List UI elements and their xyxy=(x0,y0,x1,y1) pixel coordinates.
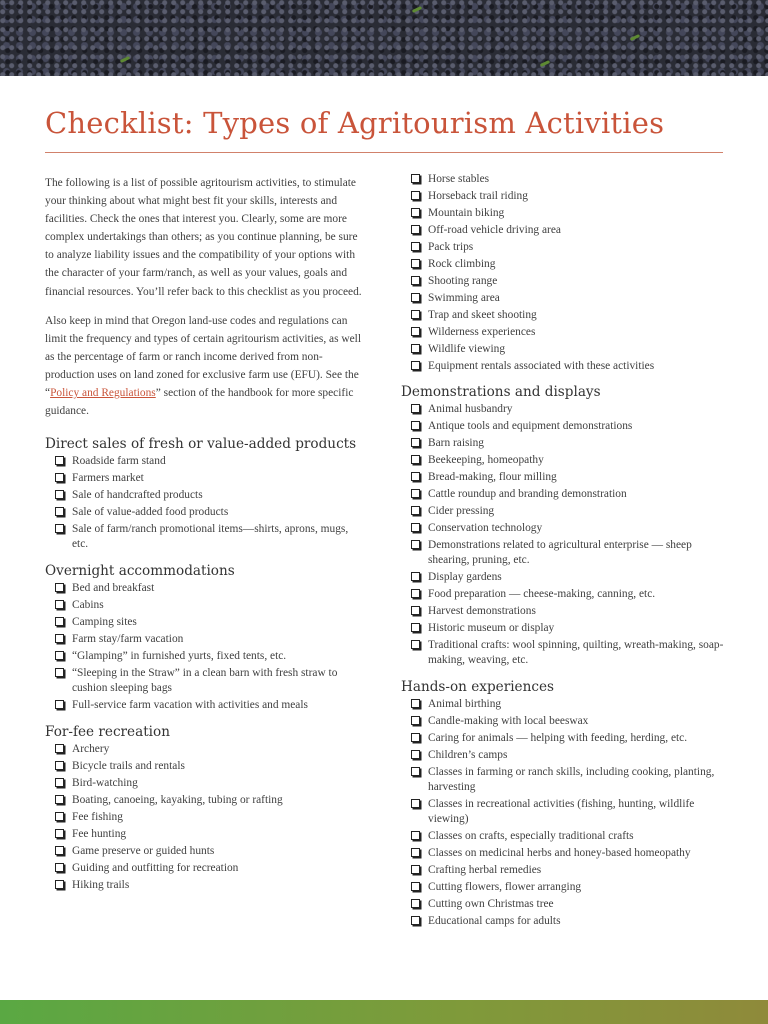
checklist-item-label: Cutting flowers, flower arranging xyxy=(428,881,582,893)
section-heading: Overnight accommodations xyxy=(45,563,235,580)
checklist-item-label: Demonstrations related to agricultural enterprise — sheep shearing, pruning, etc. xyxy=(428,539,692,566)
checklist-item-label: Sale of value-added food products xyxy=(72,506,229,519)
checklist-item-label: Roadside farm stand xyxy=(72,455,166,468)
checklist-item xyxy=(411,587,731,604)
checklist-item-label: “Sleeping in the Straw” in a clean barn with fresh straw to cushion sleeping bags xyxy=(72,667,338,695)
checklist-item xyxy=(411,880,731,897)
checkbox-icon[interactable] xyxy=(411,767,420,776)
checkbox-icon[interactable] xyxy=(411,623,420,632)
checklist-item-label: Classes in recreational activities (fishing, hunting, wildlife viewing) xyxy=(428,798,695,825)
checklist-item-label: Bird-watching xyxy=(72,777,138,790)
checklist xyxy=(45,742,363,895)
page-title: Checklist: Types of Agritourism Activities xyxy=(45,106,665,140)
checklist-item-label: Fee fishing xyxy=(72,811,123,824)
checklist-item-label: Barn raising xyxy=(428,437,484,449)
left-sections xyxy=(45,436,363,895)
checkbox-icon[interactable] xyxy=(55,761,64,770)
checklist-item-label: Candle-making with local beeswax xyxy=(428,715,589,727)
checklist-item-label: Game preserve or guided hunts xyxy=(72,845,215,858)
checkbox-icon[interactable] xyxy=(411,848,420,857)
checklist-item xyxy=(411,342,731,359)
checkbox-icon[interactable] xyxy=(55,700,64,709)
checklist-item xyxy=(411,697,731,714)
intro-p2-text-after: ” section of the handbook for more specific guidance. xyxy=(45,387,354,418)
section-heading: Direct sales of fresh or value-added products xyxy=(45,436,357,453)
checklist-item xyxy=(55,861,363,878)
header-photo-banner xyxy=(0,0,768,76)
checklist-item xyxy=(55,776,363,793)
checkbox-icon[interactable] xyxy=(55,668,64,677)
leaf-decoration xyxy=(412,6,422,13)
leaf-decoration xyxy=(540,60,550,67)
leaf-decoration xyxy=(120,56,130,63)
checklist-item-label: Children’s camps xyxy=(428,749,508,761)
checklist-item-label: Guiding and outfitting for recreation xyxy=(72,862,239,875)
checklist-item xyxy=(411,731,731,748)
checklist-item xyxy=(55,742,363,759)
checkbox-icon[interactable] xyxy=(55,600,64,609)
checkbox-icon[interactable] xyxy=(411,589,420,598)
checklist-item xyxy=(55,649,363,666)
checkbox-icon[interactable] xyxy=(55,863,64,872)
checklist-item xyxy=(411,487,731,504)
checklist-item xyxy=(411,570,731,587)
checklist-item xyxy=(55,810,363,827)
checkbox-icon[interactable] xyxy=(411,344,420,353)
checklist-item xyxy=(411,897,731,914)
checklist-item-label: Sale of farm/ranch promotional items—shirts, aprons, mugs, etc. xyxy=(72,523,349,551)
checkbox-icon[interactable] xyxy=(55,846,64,855)
checkbox-icon[interactable] xyxy=(411,865,420,874)
checklist-item-label: Pack trips xyxy=(428,241,474,253)
checkbox-icon[interactable] xyxy=(55,778,64,787)
checklist-item-label: Farmers market xyxy=(72,472,144,485)
checkbox-icon[interactable] xyxy=(411,293,420,302)
checkbox-icon[interactable] xyxy=(411,882,420,891)
checkbox-icon[interactable] xyxy=(411,506,420,515)
checklist-item-label: Horse stables xyxy=(428,173,490,185)
checkbox-icon[interactable] xyxy=(411,327,420,336)
checklist-item xyxy=(411,765,731,797)
intro-paragraph-1: The following is a list of possible agritourism activities, to stimulate your thinking about what might best fit your skills, interests and facilities. Check the ones that interest you. Clearly, some are more complex undertakings than others; as you continue planning, be sure to analyze liability issues and the compatibility of your options with the character of your farm/ranch, as well as your values, goals and financial resources. You’ll refer back to this checklist as you proceed. xyxy=(45,177,362,298)
checklist-item xyxy=(411,419,731,436)
checkbox-icon[interactable] xyxy=(411,606,420,615)
checklist-item-label: Beekeeping, homeopathy xyxy=(428,454,544,466)
checklist-item xyxy=(411,621,731,638)
checkbox-icon[interactable] xyxy=(411,916,420,925)
checklist-item-label: Archery xyxy=(72,743,110,756)
checklist-item-label: Antique tools and equipment demonstrations xyxy=(428,420,633,432)
checklist-item xyxy=(55,827,363,844)
checklist-item-label: Fee hunting xyxy=(72,828,127,841)
checkbox-icon[interactable] xyxy=(55,617,64,626)
checklist-item xyxy=(55,793,363,810)
checklist-item xyxy=(411,359,731,376)
checklist-item xyxy=(411,240,731,257)
checklist-item-label: Cabins xyxy=(72,599,104,612)
checkbox-icon[interactable] xyxy=(55,456,64,465)
checkbox-icon[interactable] xyxy=(411,899,420,908)
checklist-item xyxy=(411,291,731,308)
checklist xyxy=(401,402,731,670)
intro-p2-text-before: Also keep in mind that Oregon land-use codes and regulations can limit the frequency and types of certain agritourism activities, as well as the percentage of farm or ranch income derived from non-production uses on land zoned for exclusive farm use (EFU). See the “ xyxy=(45,314,361,400)
checkbox-icon[interactable] xyxy=(411,174,420,183)
checkbox-icon[interactable] xyxy=(411,699,420,708)
recreation-continued-list xyxy=(401,172,731,376)
checkbox-icon[interactable] xyxy=(411,310,420,319)
checklist-item-label: Crafting herbal remedies xyxy=(428,864,542,876)
checkbox-icon[interactable] xyxy=(411,716,420,725)
checklist-item xyxy=(411,714,731,731)
checklist-item xyxy=(411,863,731,880)
checklist-item-label: Cider pressing xyxy=(428,505,495,517)
checkbox-icon[interactable] xyxy=(411,438,420,447)
policy-regulations-link[interactable]: Policy and Regulations xyxy=(50,387,156,400)
checklist-item xyxy=(411,829,731,846)
checklist-item-label: Animal birthing xyxy=(428,698,502,710)
checklist-item-label: Equipment rentals associated with these activities xyxy=(428,360,655,372)
checklist-item-label: Bread-making, flour milling xyxy=(428,471,557,483)
checklist-item-label: Full-service farm vacation with activities and meals xyxy=(72,699,308,712)
checklist-item-label: Camping sites xyxy=(72,616,137,629)
checklist-item xyxy=(411,308,731,325)
checklist-item-label: Caring for animals — helping with feeding, herding, etc. xyxy=(428,732,688,744)
checklist-item-label: Mountain biking xyxy=(428,207,505,219)
checklist-item xyxy=(411,538,731,570)
checkbox-icon[interactable] xyxy=(411,259,420,268)
checklist-item xyxy=(55,488,363,505)
checklist-item xyxy=(411,604,731,621)
checklist-item xyxy=(55,844,363,861)
section-heading: Demonstrations and displays xyxy=(401,384,601,400)
checklist-item xyxy=(411,748,731,765)
checkbox-icon[interactable] xyxy=(55,744,64,753)
intro-paragraph-2 xyxy=(45,312,363,421)
checklist-item-label: Classes on medicinal herbs and honey-based homeopathy xyxy=(428,847,691,859)
checkbox-icon[interactable] xyxy=(411,361,420,370)
checkbox-icon[interactable] xyxy=(411,225,420,234)
checklist-item-label: Bed and breakfast xyxy=(72,582,155,595)
right-sections xyxy=(401,384,731,931)
checkbox-icon[interactable] xyxy=(55,473,64,482)
checklist-item xyxy=(55,878,363,895)
checkbox-icon[interactable] xyxy=(411,523,420,532)
checkbox-icon[interactable] xyxy=(411,276,420,285)
checklist-item xyxy=(411,402,731,419)
checklist-item xyxy=(411,914,731,931)
checklist-item-label: Hiking trails xyxy=(72,879,130,892)
checklist-item xyxy=(411,257,731,274)
checklist-item xyxy=(411,223,731,240)
section-heading: Hands-on experiences xyxy=(401,679,554,695)
checkbox-icon[interactable] xyxy=(411,799,420,808)
right-column xyxy=(401,170,731,931)
checkbox-icon[interactable] xyxy=(55,524,64,533)
checkbox-icon[interactable] xyxy=(55,507,64,516)
checklist-item xyxy=(411,797,731,829)
checklist-item-label: Wildlife viewing xyxy=(428,343,506,355)
checklist-item xyxy=(55,581,363,598)
title-divider xyxy=(45,152,723,153)
checklist-item xyxy=(55,471,363,488)
checkbox-icon[interactable] xyxy=(55,651,64,660)
checklist-item xyxy=(411,274,731,291)
checklist-item-label: Bicycle trails and rentals xyxy=(72,760,185,773)
left-column xyxy=(45,174,363,895)
checkbox-icon[interactable] xyxy=(55,812,64,821)
checklist-item xyxy=(55,505,363,522)
checklist xyxy=(45,581,363,715)
checkbox-icon[interactable] xyxy=(411,191,420,200)
checkbox-icon[interactable] xyxy=(411,472,420,481)
checklist-item xyxy=(55,615,363,632)
checklist-item xyxy=(411,504,731,521)
checklist-item-label: Horseback trail riding xyxy=(428,190,528,202)
checkbox-icon[interactable] xyxy=(411,455,420,464)
checklist-item-label: Shooting range xyxy=(428,275,498,287)
checklist-item-label: Trap and skeet shooting xyxy=(428,309,537,321)
checklist-item-label: Wilderness experiences xyxy=(428,326,536,338)
checklist-item-label: Rock climbing xyxy=(428,258,496,270)
checklist-item xyxy=(411,325,731,342)
checklist-item xyxy=(55,598,363,615)
checklist-item-label: Historic museum or display xyxy=(428,622,555,634)
checklist-item-label: Farm stay/farm vacation xyxy=(72,633,184,646)
checklist-item-label: Display gardens xyxy=(428,571,502,583)
checkbox-icon[interactable] xyxy=(411,208,420,217)
checkbox-icon[interactable] xyxy=(55,829,64,838)
checklist-item xyxy=(55,698,363,715)
checklist-item-label: Traditional crafts: wool spinning, quilting, wreath-making, soap-making, weaving, etc. xyxy=(428,639,724,666)
checkbox-icon[interactable] xyxy=(411,572,420,581)
section-heading: For-fee recreation xyxy=(45,724,170,741)
checklist xyxy=(45,454,363,554)
checklist-item xyxy=(411,189,731,206)
checkbox-icon[interactable] xyxy=(55,583,64,592)
checklist-item-label: Educational camps for adults xyxy=(428,915,561,927)
checklist-item-label: “Glamping” in furnished yurts, fixed tents, etc. xyxy=(72,650,287,663)
checklist-item xyxy=(55,522,363,554)
checklist-item xyxy=(411,470,731,487)
checklist-item-label: Cutting own Christmas tree xyxy=(428,898,554,910)
checklist-item-label: Classes in farming or ranch skills, including cooking, planting, harvesting xyxy=(428,766,715,793)
checklist-item-label: Cattle roundup and branding demonstration xyxy=(428,488,627,500)
checkbox-icon[interactable] xyxy=(55,634,64,643)
checklist-item-label: Classes on crafts, especially traditional crafts xyxy=(428,830,634,842)
checklist-item xyxy=(55,454,363,471)
checklist-item xyxy=(411,846,731,863)
checkbox-icon[interactable] xyxy=(411,733,420,742)
checklist-item xyxy=(55,632,363,649)
checklist xyxy=(401,697,731,931)
checklist-item-label: Off-road vehicle driving area xyxy=(428,224,561,236)
checklist-item-label: Boating, canoeing, kayaking, tubing or rafting xyxy=(72,794,283,807)
checkbox-icon[interactable] xyxy=(411,540,420,549)
checklist-item xyxy=(411,172,731,189)
checklist-item xyxy=(411,453,731,470)
checkbox-icon[interactable] xyxy=(55,880,64,889)
checklist-item-label: Harvest demonstrations xyxy=(428,605,536,617)
checkbox-icon[interactable] xyxy=(411,489,420,498)
checkbox-icon[interactable] xyxy=(411,831,420,840)
checklist-item-label: Food preparation — cheese-making, canning, etc. xyxy=(428,588,656,600)
checkbox-icon[interactable] xyxy=(55,490,64,499)
leaf-decoration xyxy=(630,34,640,41)
checkbox-icon[interactable] xyxy=(411,640,420,649)
checkbox-icon[interactable] xyxy=(411,421,420,430)
checklist-item xyxy=(411,638,731,670)
checklist-item-label: Swimming area xyxy=(428,292,500,304)
checklist-item xyxy=(55,759,363,776)
checkbox-icon[interactable] xyxy=(55,795,64,804)
checklist-item xyxy=(411,206,731,223)
checkbox-icon[interactable] xyxy=(411,242,420,251)
checklist-item-label: Conservation technology xyxy=(428,522,543,534)
checklist-item xyxy=(411,436,731,453)
checklist-item xyxy=(55,666,363,698)
footer-gradient-bar xyxy=(0,1000,768,1024)
checklist-item-label: Animal husbandry xyxy=(428,403,513,415)
checkbox-icon[interactable] xyxy=(411,750,420,759)
checklist-item-label: Sale of handcrafted products xyxy=(72,489,203,502)
checklist-item xyxy=(411,521,731,538)
checkbox-icon[interactable] xyxy=(411,404,420,413)
